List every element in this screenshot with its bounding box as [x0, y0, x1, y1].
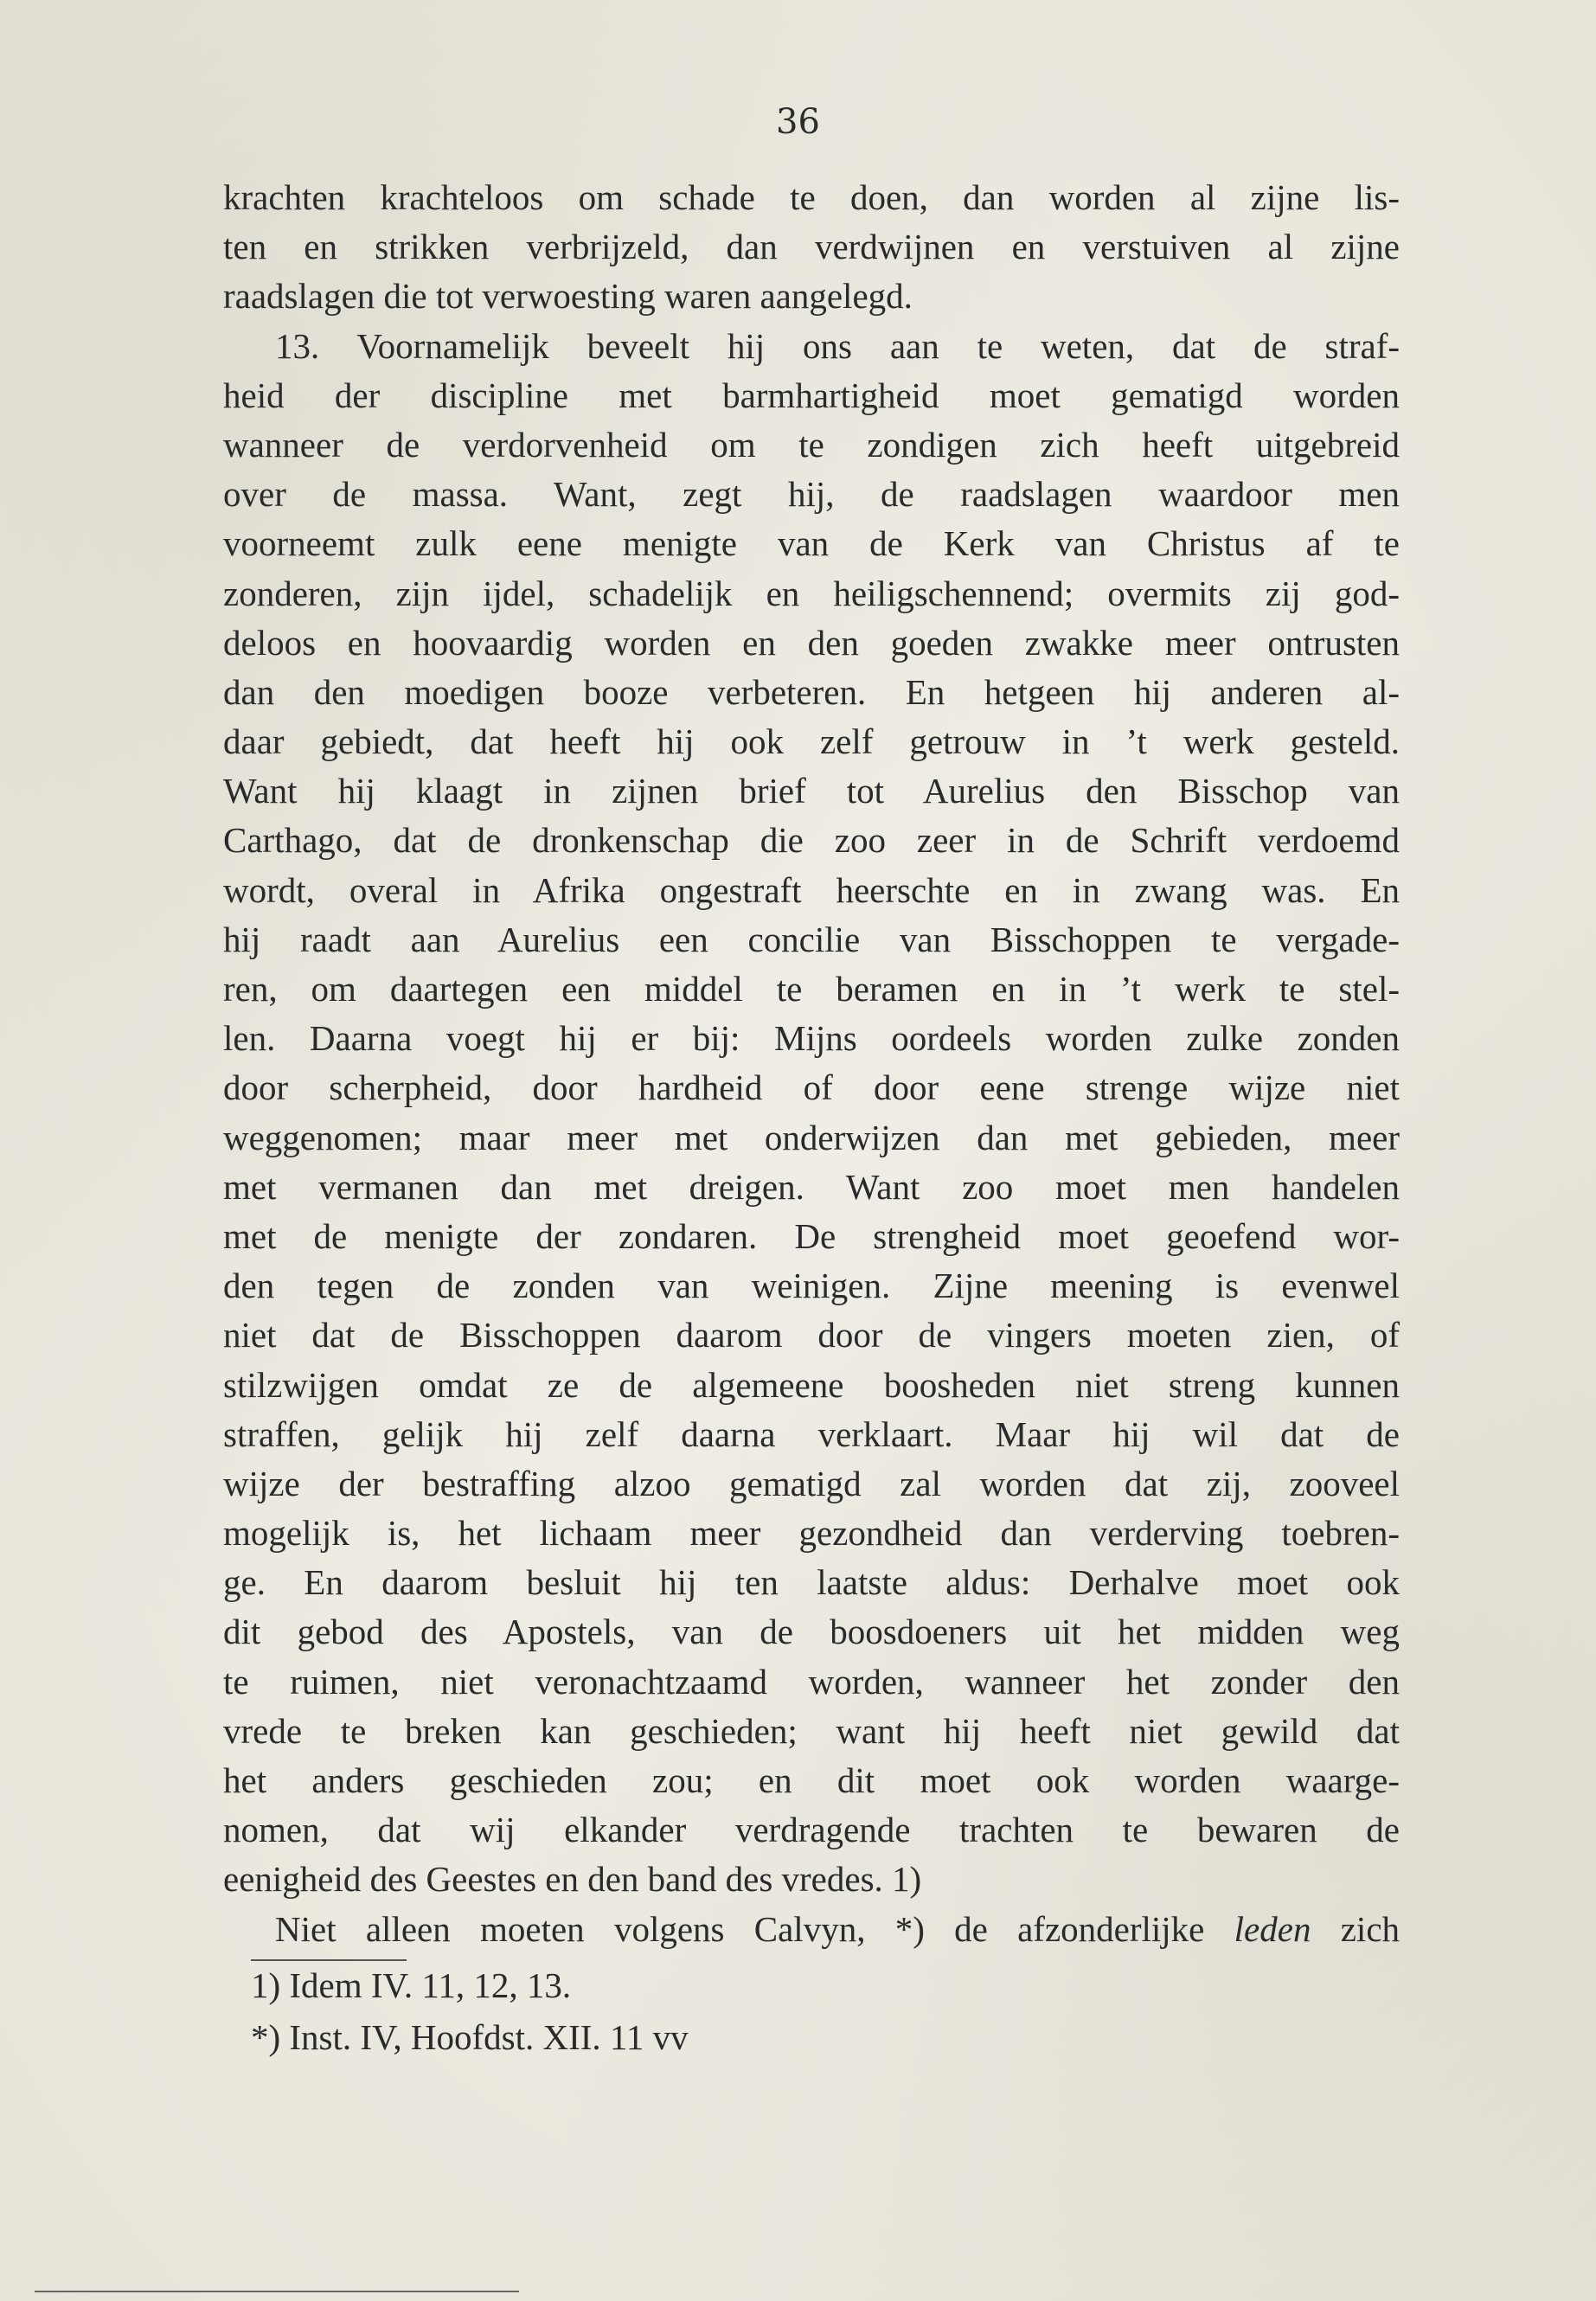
text-line: zonderen, zijn ijdel, schadelijk en heiligschennend; overmits zij god- — [223, 573, 1400, 613]
text-line: raadslagen die tot verwoesting waren aangelegd. — [223, 276, 913, 317]
text-line: ren, om daartegen een middel te beramen en in ’t werk te stel- — [223, 969, 1400, 1009]
text-line: niet dat de Bisschoppen daarom door de vingers moeten zien, of — [223, 1315, 1400, 1356]
text-line: met de menigte der zondaren. De strengheid moet geoefend wor- — [223, 1215, 1400, 1256]
footnote-1: 1) Idem IV. 11, 12, 13. — [251, 1965, 572, 2005]
italic-word: leden — [1234, 1908, 1311, 1949]
text-line-with-italic — [223, 1905, 1400, 1954]
text-segment: zich — [1340, 1908, 1401, 1949]
text-line: eenigheid des Geestes en den band des vredes. 1) — [223, 1859, 922, 1900]
text-line: dan den moedigen booze verbeteren. En hetgeen hij anderen al- — [223, 671, 1400, 712]
text-line: over de massa. Want, zegt hij, de raadslagen waardoor men — [223, 474, 1400, 515]
text-line: vrede te breken kan geschieden; want hij heeft niet gewild dat — [223, 1710, 1400, 1751]
text-line: dit gebod des Apostels, van de boosdoeners uit het midden weg — [223, 1612, 1400, 1652]
text-line: voorneemt zulk eene menigte van de Kerk van Christus af te — [223, 523, 1400, 564]
text-line: nomen, dat wij elkander verdragende trachten te bewaren de — [223, 1810, 1400, 1850]
bottom-edge-rule — [35, 2291, 519, 2292]
text-line: hij raadt aan Aurelius een concilie van Bisschoppen te vergade- — [223, 919, 1400, 959]
footnotes — [251, 1959, 689, 2063]
text-line: stilzwijgen omdat ze de algemeene boosheden niet streng kunnen — [223, 1364, 1400, 1405]
text-segment: Niet alleen moeten volgens Calvyn, *) de afzonderlijke — [275, 1908, 1205, 1949]
text-line: weggenomen; maar meer met onderwijzen dan met gebieden, meer — [223, 1117, 1400, 1157]
text-line: met vermanen dan met dreigen. Want zoo moet men handelen — [223, 1166, 1400, 1207]
paragraph-13-start: 13. Voornamelijk beveelt hij ons aan te weten, dat de straf- — [275, 325, 1400, 366]
page-number: 36 — [776, 102, 820, 142]
text-line: te ruimen, niet veronachtzaamd worden, wanneer het zonder den — [223, 1661, 1400, 1702]
text-line: krachten krachteloos om schade te doen, dan worden al zijne lis- — [223, 177, 1400, 217]
text-line: mogelijk is, het lichaam meer gezondheid dan verderving toebren- — [223, 1513, 1400, 1554]
text-line: den tegen de zonden van weinigen. Zijne meening is evenwel — [223, 1266, 1400, 1306]
text-line: Want hij klaagt in zijnen brief tot Aurelius den Bisschop van — [223, 771, 1400, 811]
text-line: wanneer de verdorvenheid om te zondigen zich heeft uitgebreid — [223, 424, 1400, 465]
text-line: ge. En daarom besluit hij ten laatste aldus: Derhalve moet ook — [223, 1562, 1400, 1603]
text-line: het anders geschieden zou; en dit moet ook worden waarge- — [223, 1760, 1400, 1800]
text-line: wordt, overal in Afrika ongestraft heerschte en in zwang was. En — [223, 869, 1400, 910]
text-line: heid der discipline met barmhartigheid moet gematigd worden — [223, 375, 1400, 415]
text-line: daar gebiedt, dat heeft hij ook zelf getrouw in ’t werk gesteld. — [223, 721, 1400, 762]
text-line: Carthago, dat de dronkenschap die zoo zeer in de Schrift verdoemd — [223, 820, 1400, 861]
text-line: straffen, gelijk hij zelf daarna verklaart. Maar hij wil dat de — [223, 1413, 1400, 1454]
text-line: door scherpheid, door hardheid of door eene strenge wijze niet — [223, 1067, 1400, 1108]
text-line: ten en strikken verbrijzeld, dan verdwijnen en verstuiven al zijne — [223, 227, 1400, 267]
text-line: wijze der bestraffing alzoo gematigd zal worden dat zij, zooveel — [223, 1463, 1400, 1503]
text-line: deloos en hoovaardig worden en den goeden zwakke meer ontrusten — [223, 622, 1400, 663]
body-text — [223, 173, 1400, 1954]
text-line: len. Daarna voegt hij er bij: Mijns oordeels worden zulke zonden — [223, 1018, 1400, 1059]
footnote-2: *) Inst. IV, Hoofdst. XII. 11 vv — [251, 2017, 689, 2057]
